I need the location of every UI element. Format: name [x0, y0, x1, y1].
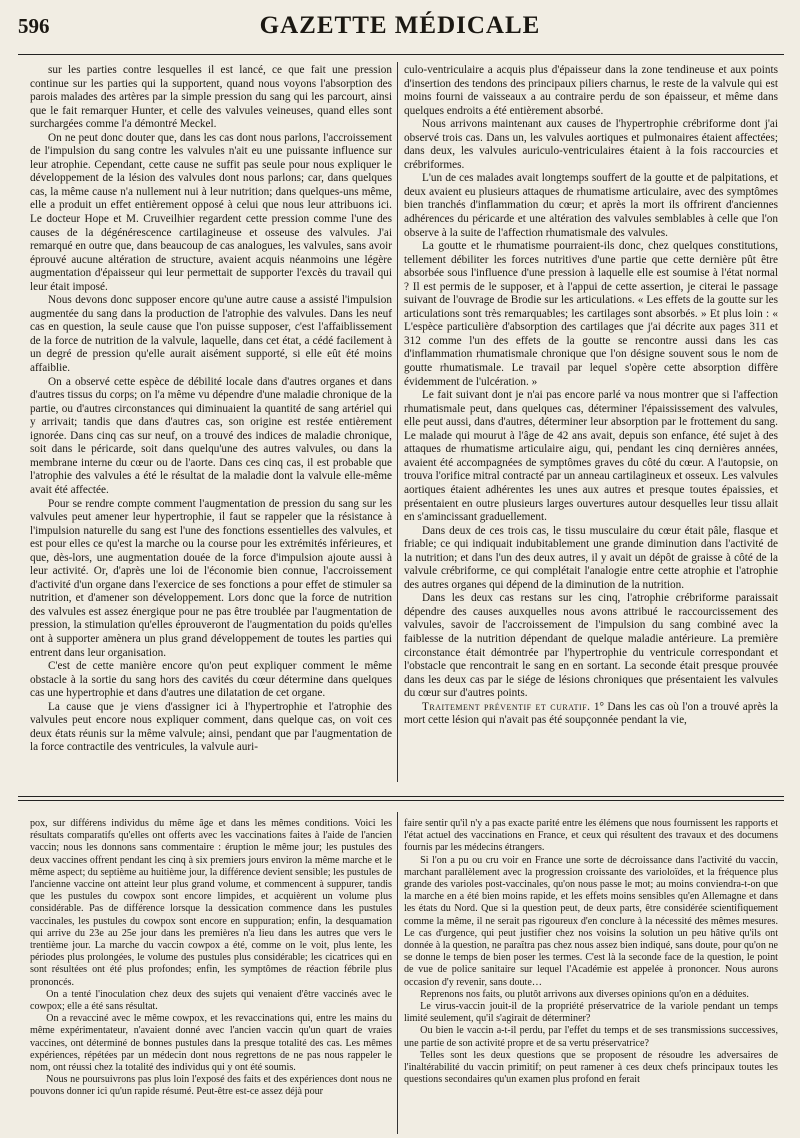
section-heading: Traitement préventif et curatif.	[422, 700, 591, 713]
paragraph: Reprenons nos faits, ou plutôt arrivons aux diverses opinions qu'on en a déduites.	[420, 988, 749, 1000]
paragraph: L'un de ces malades avait longtemps souffert de la goutte et de palpitations, et deux avaient eu plusieurs attaques de rhumatisme articulaire, avec des symptômes bien tranchés d'inflammation du cœur; et après la mort ils offrirent d'anciennes adhérences du péricarde et une altération des valvules semblables à celle que l'on observe à la suite de l'affection rhumatismale des valvules.	[404, 172, 778, 239]
paragraph: Si l'on a pu ou cru voir en France une sorte de décroissance dans l'activité du vaccin, marchant parallèlement avec la progression croissante des varioloïdes, et la fréquence plus grande des varioles post-vaccinales, qu'on nous passe le mot; au moins conviendra-t-on que la marche en a été bien moins rapide, et les effets moins sensibles qu'en Allemagne et dans les états du Nord. Que si la question peut, de deux parts, être considérée scientifiquement comme la même, il ne serait pas rigoureux d'en conclure à la nécessité des mêmes mesures. Le cas d'urgence, qui peut justifier chez nos voisins la solution un peu hâtive qu'ils ont donnée à la question, ne paraîtra pas chez nous assez bien indiqué, sans doute, pour qu'on ne se donne le temps de bien poser les termes. C'est là la seconde face de la question, le point de vue de police sanitaire sur lequel l'Académie est appelée à prononcer. Nous aurons occasion d'y revenir, sans doute…	[404, 854, 778, 988]
journal-title: GAZETTE MÉDICALE	[259, 12, 541, 39]
paragraph-text: 1° Dans les cas où l'on a trouvé après la mort cette lésion qui n'avait pas été soupçonnée pendant la vie,	[404, 700, 778, 727]
feuilleton-rule-bottom	[18, 800, 784, 801]
lower-left-column	[30, 818, 392, 1132]
upper-right-column	[404, 64, 778, 782]
paragraph: Pour se rendre compte comment l'augmentation de pression du sang sur les valvules peut amener leur hypertrophie, il faut se rappeler que la résistance à l'impulsion naturelle du sang est l'une des fonctions essentielles des valvules, et est pour elles ce qu'est la marche ou la course pour les extrémités inférieures, et que, dès-lors, une augmentation douée de la force d'impulsion ajoute aussi à leur activité. Or, d'après une loi de l'économie bien connue, l'accroissement d'activité d'un organe dans l'exercice de ses fonctions a pour effet de stimuler sa nutrition, et d'amener son développement. Lors donc que la force de nutrition des valvules est assez énergique pour ne pas être troublée par l'augmentation de pression, la stimulation qu'elles éprouveront de l'augmentation du poids qu'elles ont à supporter amènera un plus grand développement de toutes les parties qui entrent dans leur organisation.	[30, 497, 392, 659]
paragraph: faire sentir qu'il n'y a pas exacte parité entre les élémens que nous fournissent les rapports et l'état actuel des vaccinations en France, et ceux qui résultent des travaux et des documens fournis par les médecins étrangers.	[404, 818, 778, 854]
upper-left-column	[30, 64, 392, 782]
paragraph: Dans deux de ces trois cas, le tissu musculaire du cœur était pâle, flasque et friable; ce qui indiquait indubitablement une grande diminution dans l'activité de la nutrition; et dans l'un des deux autres, il y avait un dépôt de graisse à côté de la valvule crébriforme, ce qui complétait l'analogie entre cette atrophie et l'atrophie des autres organes qui dépend de la diminution de la nutrition.	[404, 524, 778, 591]
paragraph: Nous arrivons maintenant aux causes de l'hypertrophie crébriforme dont j'ai observé trois cas. Dans un, les valvules aortiques et pulmonaires étaient affectées; dans deux, les valvules auriculo-ventriculaires étaient à la fois raccourcies et crébriformes.	[404, 118, 778, 171]
paragraph: On a tenté l'inoculation chez deux des sujets qui venaient d'être vaccinés avec le cowpox; elle a été sans résultat.	[30, 988, 392, 1013]
paragraph: La goutte et le rhumatisme pourraient-ils donc, chez quelques constitutions, tellement débiliter les forces nutritives d'une partie que cette dernière pût être absorbée sous l'influence d'une pression à laquelle elle est soumise à l'état normal ? Il est permis de le supposer, et à l'appui de cette assertion, je citerai le passage suivant de l'ouvrage de Brodie sur les articulations. « Les effets de la goutte sur les articulations sont très remarquables; les cartilages sont absorbés. » Et plus loin : « L'espèce particulière d'absorption des cartilages que j'ai décrite aux pages 311 et 312 comme l'un des effets de la goutte se rencontre aussi dans les cas d'inflammation rhumatismale chronique que l'on désigne souvent sous le nom de goutte rhumatismale. Le travail par lequel s'opère cette absorption diffère évidemment de l'ulcération. »	[404, 240, 778, 388]
header-rule	[18, 54, 784, 55]
feuilleton-rule-top	[18, 796, 784, 797]
paragraph: Le fait suivant dont je n'ai pas encore parlé va nous montrer que si l'affection rhumatismale peut, dans quelques cas, déterminer l'épaississement des valvules, elle peut aussi, dans d'autres, déterminer leur absorption par le frottement du sang. Le malade qui mourut à l'âge de 42 ans avait, depuis son enfance, été sujet à des attaques de rhumatisme articulaire aigu, qui, pendant les cinq dernières années, avaient été accompagnées de symptômes graves du côté du cœur. A l'autopsie, on trouva l'orifice mitral contracté par un anneau cartilagineux et osseux. Les valvules aortiques étaient adhérentes les unes aux autres et presque toutes épaissies, et présentaient en outre plusieurs larges ouvertures autour desquelles leur tissu allait en s'amincissant graduellement.	[404, 389, 778, 524]
paragraph: Nous ne poursuivrons pas plus loin l'exposé des faits et des expériences dont nous ne pouvons donner ici qu'un rapide résumé. Peut-être est-ce assez déjà pour	[30, 1074, 392, 1098]
lower-right-column	[404, 818, 778, 1132]
paragraph: C'est de cette manière encore qu'on peut expliquer comment le même obstacle à la sortie du sang hors des cavités du cœur détermine dans quelques cas une hypertrophie et dans d'autres une dilatation de cet organe.	[30, 660, 392, 700]
paragraph: Telles sont les deux questions que se proposent de résoudre les adversaires de l'inaltérabilité du vaccin primitif; on peut ramener à ces deux chefs principaux toutes les questions secondaires qu'un examen plus profond en ferait	[404, 1049, 778, 1086]
treatment-paragraph	[404, 701, 778, 728]
paragraph: Le virus-vaccin jouit-il de la propriété préservatrice de la variole pendant un temps limité seulement, qu'il s'agirait de déterminer?	[404, 1001, 778, 1025]
paragraph: Dans les deux cas restans sur les cinq, l'atrophie crébriforme paraissait dépendre des causes auxquelles nous avons attribué le raccourcissement des valvules, savoir de l'accroissement de l'impulsion du sang combiné avec la faiblesse de la nutrition dépendant de quelque maladie antérieure. La première circonstance était démontrée par l'hypertrophie du ventricule correspondant et l'obstacle que rencontrait le sang en en sortant. La seconde était presque prouvée dans les deux cas par le siége de lésions chroniques que présentaient les valvules du cœur sur d'autres points.	[404, 592, 778, 700]
paragraph: sur les parties contre lesquelles il est lancé, ce que fait une pression continue sur les parties qui la supportent, quand nous voyons l'absorption des parois malades des artères par la simple pression du sang qui les parcourt, ainsi que le fait remarquer Hunter, et celle des valvules veineuses, quand elles sont surchargées comme l'a démontré Meckel.	[30, 64, 392, 131]
page-number: 596	[18, 14, 50, 38]
paragraph: culo-ventriculaire a acquis plus d'épaisseur dans la zone tendineuse et aux points d'insertion des tendons des principaux piliers charnus, le reste de la valvule qui est moins fourni de vaisseaux a au contraire perdu de son épaisseur, et même dans quelques endroits a été entièrement absorbé.	[404, 64, 778, 117]
paragraph: pox, sur différens individus du même âge et dans les mêmes conditions. Voici les résultats comparatifs qu'elles ont offerts avec les vaccinations faites à l'aide de l'ancien vaccin; nous les donnons sans commentaire : éruption le même jour; les pustules des deux vaccines offrent pendant les cinq à six premiers jours environ la même marche et le même aspect; du septième au huitième jour, la différence devient sensible; les pustules de l'ancienne vaccine ont atteint leur plus grand volume, et commencent à suppurer, tandis que les pustules du cowpox sont encore limpides, et acquièrent un volume plus considérable. Pas de différence lorsque la dessication commence dans les pustules vaccinales, les pustules du cowpox sont encore en suppuration; enfin, la desquamation qui arrive du 23e au 25e jour dans les premières n'a lieu dans les autres que vers le trentième jour. La marche du vaccin cowpox a été, comme on le voit, plus lente, les périodes plus prolongées, le volume des pustules plus considérable; les cicatrices qui en sont résultées ont été plus profondes; enfin, les symptômes de réaction fébrile plus prononcés.	[30, 818, 392, 988]
upper-column-divider	[397, 62, 398, 782]
paragraph: On ne peut donc douter que, dans les cas dont nous parlons, l'accroissement de l'impulsion du sang contre les valvules n'ait eu une puissante influence sur leur atrophie. Cependant, cette cause ne suffit pas seule pour nous expliquer le développement de la lésion des valvules dont nous parlons; car, dans quelques cas, la même cause n'a nullement nui à leur nutrition; dans quelques-uns même, elle a produit un effet entièrement opposé à celui que nous leur attribuons ici. Le docteur Hope et M. Cruveilhier regardent cette pression comme l'une des causes de la dégénérescence cartilagineuse et osseuse des valvules. J'ai remarqué en outre que, dans beaucoup de cas analogues, les valvules, sans avoir éprouvé aucune altération de structure, avaient acquis néanmoins une légère augmentation d'épaisseur qui leur permettait de supporter l'excès du travail qui leur était imposé.	[30, 131, 392, 293]
paragraph: On a revacciné avec le même cowpox, et les revaccinations qui, entre les mains du même expérimentateur, n'avaient donné avec l'ancien vaccin qu'un quart de vraies vaccines, ont déterminé de bonnes pustules dans la presque totalité des cas. Les mêmes expériences, répétées par un médecin dont nous regrettons de ne pas nous rappeler le nom, ont réussi chez la totalité des individus qui y ont été soumis.	[30, 1013, 392, 1074]
lower-column-divider	[397, 812, 398, 1134]
paragraph: Ou bien le vaccin a-t-il perdu, par l'effet du temps et de ses transmissions successives, une partie de son activité propre et de sa vertu préservatrice?	[404, 1025, 778, 1049]
paragraph: Nous devons donc supposer encore qu'une autre cause a assisté l'impulsion augmentée du sang dans la production de l'atrophie des valvules. Dans les neuf cas en question, la seule cause que l'on puisse supposer, c'est l'affaiblissement de la force de nutrition de la valvule, laquelle, dans cet état, a cédé facilement à un degré de pression qu'elle aurait aisément supporté, si elle eût été moins affaiblie.	[30, 294, 392, 375]
paragraph: On a observé cette espèce de débilité locale dans d'autres organes et dans d'autres tissus du corps; on l'a même vu dépendre d'une maladie chronique de la partie, ou d'autres circonstances qui diminuaient la quantité de sang artériel qui y arrivait; tandis que dans d'autres cas, son origine est restée entièrement ignorée. Dans cinq cas sur neuf, on a trouvé des indices de maladie chronique, soit dans le péricarde, soit dans quelqu'une des autres valvules, ou dans la membrane interne du cœur ou de l'aorte. Dans ces cinq cas, il est probable que l'atrophie des valvules a été le résultat de la maladie dont la valvule elle-même avait été affectée.	[30, 375, 392, 496]
paragraph: La cause que je viens d'assigner ici à l'hypertrophie et l'atrophie des valvules peut encore nous expliquer comment, dans quelque cas, on voit ces deux états réunis sur la même valvule; ainsi, pendant que par l'augmentation de la force contractile des ventricules, la valvule auri-	[30, 700, 392, 754]
